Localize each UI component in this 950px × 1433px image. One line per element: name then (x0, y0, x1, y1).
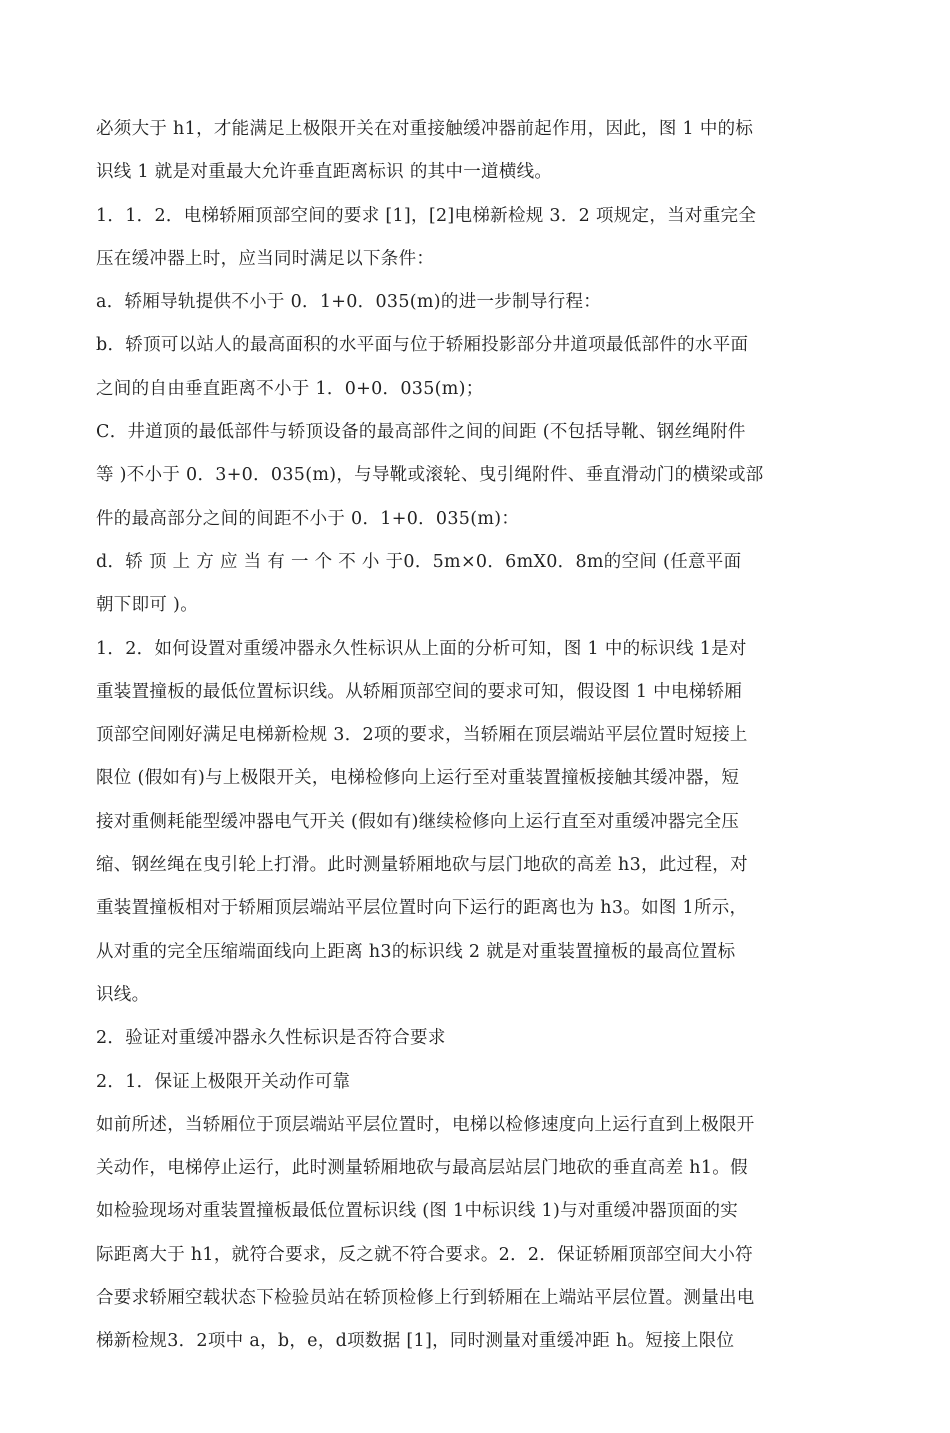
text-line: 际距离大于 h1，就符合要求，反之就不符合要求。2．2．保证轿厢顶部空间大小符 (96, 1244, 753, 1265)
text-line: 接对重侧耗能型缓冲器电气开关 (假如有)继续检修向上运行直至对重缓冲器完全压 (96, 811, 740, 832)
text-line: 如检验现场对重装置撞板最低位置标识线 (图 1中标识线 1)与对重缓冲器顶面的实 (96, 1201, 739, 1222)
text-line: 缩、钢丝绳在曳引轮上打滑。此时测量轿厢地砍与层门地砍的高差 h3，此过程，对 (96, 855, 748, 876)
text-line: 重装置撞板的最低位置标识线。从轿厢顶部空间的要求可知，假设图 1 中电梯轿厢 (96, 681, 743, 702)
text-line: 顶部空间刚好满足电梯新检规 3．2项的要求，当轿厢在顶层端站平层位置时短接上 (96, 725, 748, 746)
text-line: 1．1．2．电梯轿厢顶部空间的要求 [1]，[2]电梯新检规 3．2 项规定，当对重完全 (96, 205, 757, 226)
text-line: a．轿厢导轨提供不小于 0．1+0．035(m)的进一步制导行程： (96, 292, 602, 313)
text-line: C．井道顶的最低部件与轿顶设备的最高部件之间的间距 (不包括导靴、钢丝绳附件 (96, 422, 746, 443)
text-line: 重装置撞板相对于轿厢顶层端站平层位置时向下运行的距离也为 h3。如图 1所示， (96, 898, 748, 919)
text-line: 限位 (假如有)与上极限开关，电梯检修向上运行至对重装置撞板接触其缓冲器，短 (96, 768, 740, 789)
text-line: 等 )不小于 0．3+0．035(m)，与导靴或滚轮、曳引绳附件、垂直滑动门的横梁或部 (96, 465, 764, 486)
body-text (96, 108, 856, 1364)
text-line: 之间的自由垂直距离不小于 1．0+0．035(m)； (96, 378, 484, 399)
text-line: 合要求轿厢空载状态下检验员站在轿顶检修上行到轿厢在上端站平层位置。测量出电 (96, 1288, 755, 1309)
text-line: 1．2．如何设置对重缓冲器永久性标识从上面的分析可知，图 1 中的标识线 1是对 (96, 638, 747, 659)
text-line: 2．1．保证上极限开关动作可靠 (96, 1071, 351, 1092)
text-line: 梯新检规3．2项中 a，b，e，d项数据 [1]，同时测量对重缓冲距 h。短接上限位 (96, 1331, 735, 1352)
text-line: 如前所述，当轿厢位于顶层端站平层位置时，电梯以检修速度向上运行直到上极限开 (96, 1114, 755, 1135)
text-line: 关动作，电梯停止运行，此时测量轿厢地砍与最高层站层门地砍的垂直高差 h1。假 (96, 1158, 748, 1179)
text-line: 识线 1 就是对重最大允许垂直距离标识 的其中一道横线。 (96, 162, 553, 183)
text-line: 识线。 (96, 984, 150, 1005)
text-line: d．轿 顶 上 方 应 当 有 一 个 不 小 于0．5m×0．6mX0．8m的空间 (任意平面 (96, 551, 742, 572)
text-line: 压在缓冲器上时，应当同时满足以下条件： (96, 248, 435, 269)
text-line: 件的最高部分之间的间距不小于 0．1+0．035(m)： (96, 508, 520, 529)
text-line: 从对重的完全压缩端面线向上距离 h3的标识线 2 就是对重装置撞板的最高位置标 (96, 941, 736, 962)
text-line: 必须大于 h1，才能满足上极限开关在对重接触缓冲器前起作用，因此，图 1 中的标 (96, 119, 754, 139)
text-line: 朝下即可 )。 (96, 595, 198, 616)
text-line: b．轿顶可以站人的最高面积的水平面与位于轿厢投影部分井道项最低部件的水平面 (96, 335, 749, 356)
text-line: 2．验证对重缓冲器永久性标识是否符合要求 (96, 1028, 446, 1049)
